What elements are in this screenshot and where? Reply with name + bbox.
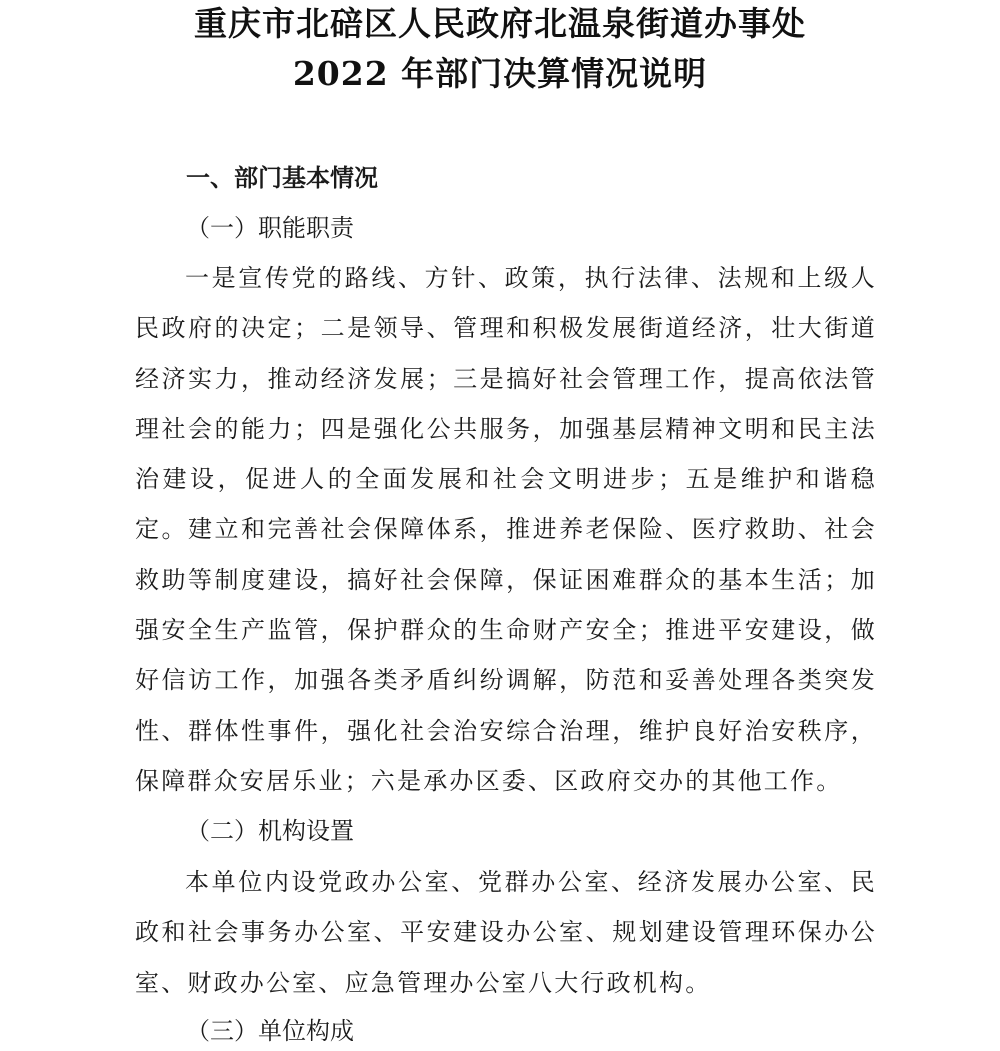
subsection-heading-organization: （二）机构设置 — [186, 817, 354, 845]
paragraph-organization: 本单位内设党政办公室、党群办公室、经济发展办公室、民政和社会事务办公室、平安建设办公室、规划建设管理环保办公室、财政办公室、应急管理办公室八大行政机构。 — [135, 868, 877, 997]
paragraph-functions: 一是宣传党的路线、方针、政策，执行法律、法规和上级人民政府的决定；二是领导、管理和积极发展街道经济，壮大街道经济实力，推动经济发展；三是搞好社会管理工作，提高依法管理社会的能力；四是强化公共服务，加强基层精神文明和民主法治建设，促进人的全面发展和社会文明进步；五是维护和谐稳定。建立和完善社会保障体系，推进养老保险、医疗救助、社会救助等制度建设，搞好社会保障，保证困难群众的基本生活；加强安全生产监管，保护群众的生命财产安全；推进平安建设，做好信访工作，加强各类矛盾纠纷调解，防范和妥善处理各类突发性、群体性事件，强化社会治安综合治理，维护良好治安秩序，保障群众安居乐业；六是承办区委、区政府交办的其他工作。 — [135, 264, 877, 795]
section-heading-basic-info: 一、部门基本情况 — [186, 164, 378, 192]
subsection-heading-functions: （一）职能职责 — [186, 214, 354, 242]
document-title-line-2: 2022 年部门决算情况说明 — [292, 54, 708, 93]
subsection-heading-composition: （三）单位构成 — [186, 1017, 354, 1045]
document-title-line-1: 重庆市北碚区人民政府北温泉街道办事处 — [194, 4, 806, 43]
